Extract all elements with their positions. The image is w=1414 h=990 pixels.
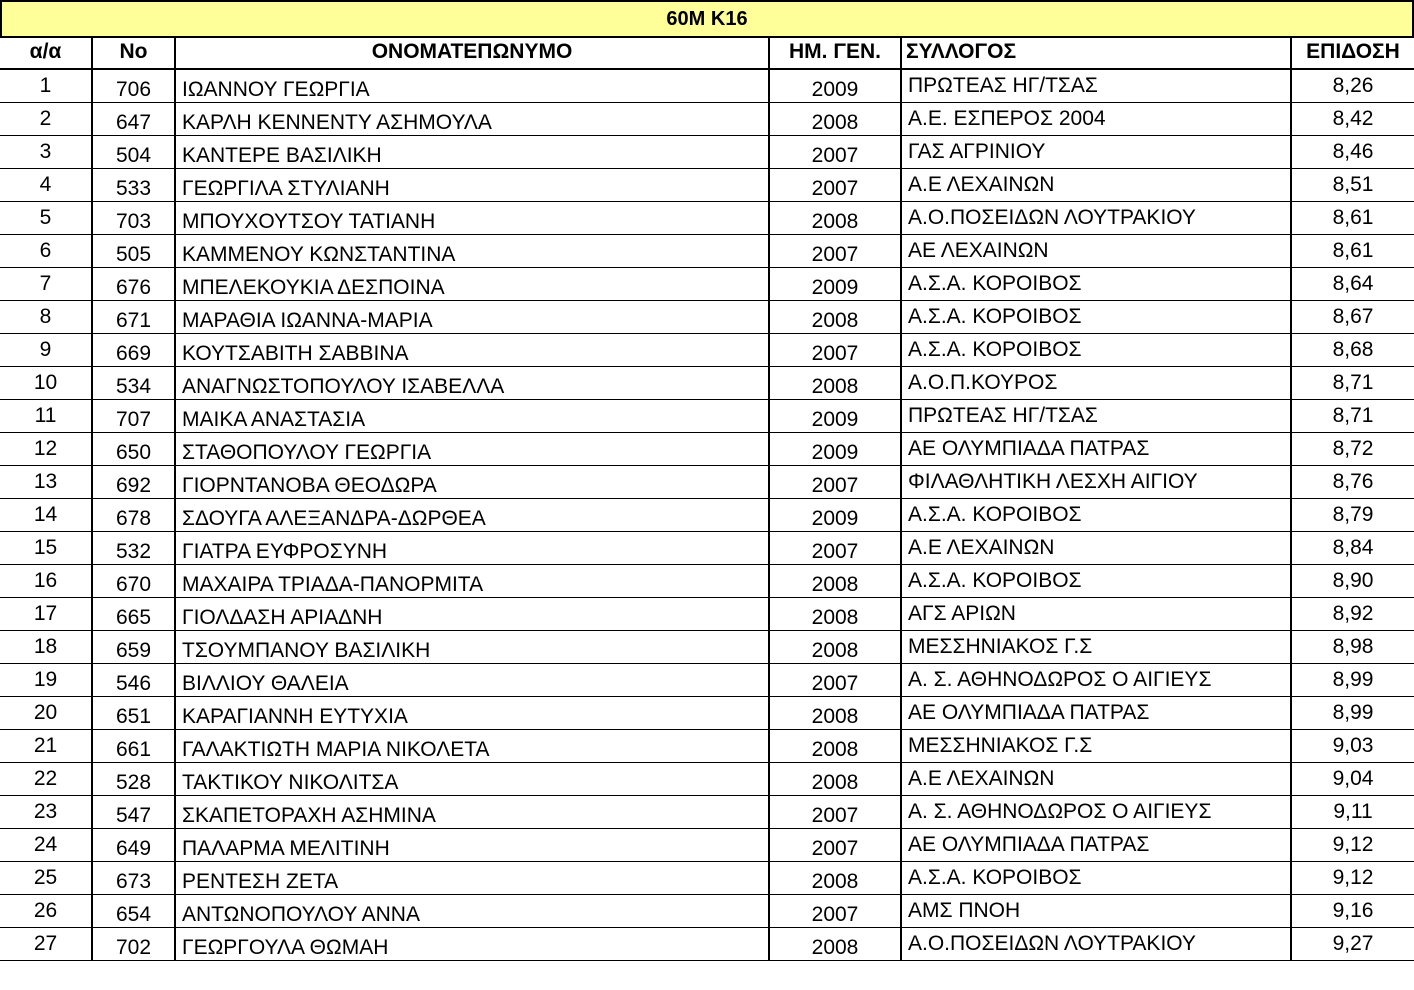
cell-name: ΓΕΩΡΓΙΛΑ ΣΤΥΛΙΑΝΗ xyxy=(175,169,769,202)
cell-perf: 8,72 xyxy=(1291,433,1414,466)
cell-name: ΜΠΟΥΧΟΥΤΣΟΥ ΤΑΤΙΑΝΗ xyxy=(175,202,769,235)
cell-club: ΠΡΩΤΕΑΣ ΗΓ/ΤΣΑΣ xyxy=(901,400,1291,433)
cell-no: 703 xyxy=(92,202,175,235)
table-row xyxy=(0,400,1414,433)
cell-no: 659 xyxy=(92,631,175,664)
cell-club: ΜΕΣΣΗΝΙΑΚΟΣ Γ.Σ xyxy=(901,631,1291,664)
cell-year: 2008 xyxy=(769,598,901,631)
results-body xyxy=(0,69,1414,961)
cell-year: 2007 xyxy=(769,466,901,499)
cell-club: Α.Ο.ΠΟΣΕΙΔΩΝ ΛΟΥΤΡΑΚΙΟΥ xyxy=(901,202,1291,235)
cell-name: ΤΑΚΤΙΚΟΥ ΝΙΚΟΛΙΤΣΑ xyxy=(175,763,769,796)
cell-club: ΜΕΣΣΗΝΙΑΚΟΣ Γ.Σ xyxy=(901,730,1291,763)
header-name: ΟΝΟΜΑΤΕΠΩΝΥΜΟ xyxy=(175,36,769,69)
cell-year: 2009 xyxy=(769,69,901,103)
header-year: ΗΜ. ΓΕΝ. xyxy=(769,36,901,69)
cell-club: ΑΜΣ ΠΝΟΗ xyxy=(901,895,1291,928)
cell-club: Α. Σ. ΑΘΗΝΟΔΩΡΟΣ Ο ΑΙΓΙΕΥΣ xyxy=(901,664,1291,697)
cell-aa: 8 xyxy=(0,301,92,334)
cell-perf: 8,64 xyxy=(1291,268,1414,301)
cell-year: 2008 xyxy=(769,565,901,598)
header-no: No xyxy=(92,36,175,69)
cell-club: ΓΑΣ ΑΓΡΙΝΙΟΥ xyxy=(901,136,1291,169)
cell-aa: 1 xyxy=(0,69,92,103)
table-row xyxy=(0,367,1414,400)
cell-perf: 8,90 xyxy=(1291,565,1414,598)
cell-club: Α.Σ.Α. ΚΟΡΟΙΒΟΣ xyxy=(901,565,1291,598)
cell-year: 2008 xyxy=(769,697,901,730)
cell-perf: 8,26 xyxy=(1291,69,1414,103)
table-row xyxy=(0,565,1414,598)
cell-club: ΑΕ ΟΛΥΜΠΙΑΔΑ ΠΑΤΡΑΣ xyxy=(901,829,1291,862)
table-row xyxy=(0,730,1414,763)
table-row xyxy=(0,862,1414,895)
header-perf: ΕΠΙΔΟΣΗ xyxy=(1291,36,1414,69)
cell-no: 651 xyxy=(92,697,175,730)
cell-club: ΑΕ ΛΕΧΑΙΝΩΝ xyxy=(901,235,1291,268)
cell-year: 2008 xyxy=(769,763,901,796)
cell-name: ΜΑΡΑΘΙΑ ΙΩΑΝΝΑ-ΜΑΡΙΑ xyxy=(175,301,769,334)
cell-perf: 9,12 xyxy=(1291,829,1414,862)
cell-aa: 11 xyxy=(0,400,92,433)
cell-aa: 12 xyxy=(0,433,92,466)
cell-name: ΣΚΑΠΕΤΟΡΑΧΗ ΑΣΗΜΙΝΑ xyxy=(175,796,769,829)
cell-aa: 15 xyxy=(0,532,92,565)
cell-club: Α.Ε ΛΕΧΑΙΝΩΝ xyxy=(901,532,1291,565)
cell-year: 2007 xyxy=(769,829,901,862)
header-row xyxy=(0,36,1414,69)
table-row xyxy=(0,763,1414,796)
cell-no: 504 xyxy=(92,136,175,169)
cell-aa: 23 xyxy=(0,796,92,829)
cell-year: 2007 xyxy=(769,664,901,697)
cell-club: Α.Σ.Α. ΚΟΡΟΙΒΟΣ xyxy=(901,862,1291,895)
table-row xyxy=(0,928,1414,961)
cell-no: 692 xyxy=(92,466,175,499)
table-row xyxy=(0,466,1414,499)
table-row xyxy=(0,69,1414,103)
cell-name: ΚΟΥΤΣΑΒΙΤΗ ΣΑΒΒΙΝΑ xyxy=(175,334,769,367)
cell-perf: 9,03 xyxy=(1291,730,1414,763)
cell-perf: 8,61 xyxy=(1291,235,1414,268)
cell-perf: 8,79 xyxy=(1291,499,1414,532)
cell-aa: 27 xyxy=(0,928,92,961)
cell-name: ΓΑΛΑΚΤΙΩΤΗ ΜΑΡΙΑ ΝΙΚΟΛΕΤΑ xyxy=(175,730,769,763)
cell-perf: 8,99 xyxy=(1291,697,1414,730)
cell-club: ΦΙΛΑΘΛΗΤΙΚΗ ΛΕΣΧΗ ΑΙΓΙΟΥ xyxy=(901,466,1291,499)
cell-no: 673 xyxy=(92,862,175,895)
cell-perf: 9,11 xyxy=(1291,796,1414,829)
cell-name: ΤΣΟΥΜΠΑΝΟΥ ΒΑΣΙΛΙΚΗ xyxy=(175,631,769,664)
cell-no: 534 xyxy=(92,367,175,400)
cell-name: ΑΝΤΩΝΟΠΟΥΛΟΥ ΑΝΝΑ xyxy=(175,895,769,928)
cell-club: Α.Ο.ΠΟΣΕΙΔΩΝ ΛΟΥΤΡΑΚΙΟΥ xyxy=(901,928,1291,961)
cell-name: ΑΝΑΓΝΩΣΤΟΠΟΥΛΟΥ ΙΣΑΒΕΛΛΑ xyxy=(175,367,769,400)
cell-year: 2007 xyxy=(769,334,901,367)
cell-year: 2009 xyxy=(769,400,901,433)
cell-perf: 8,71 xyxy=(1291,400,1414,433)
cell-no: 707 xyxy=(92,400,175,433)
cell-aa: 13 xyxy=(0,466,92,499)
cell-no: 669 xyxy=(92,334,175,367)
cell-year: 2008 xyxy=(769,367,901,400)
cell-perf: 9,04 xyxy=(1291,763,1414,796)
cell-no: 706 xyxy=(92,69,175,103)
cell-aa: 9 xyxy=(0,334,92,367)
cell-no: 654 xyxy=(92,895,175,928)
table-row xyxy=(0,202,1414,235)
cell-perf: 9,12 xyxy=(1291,862,1414,895)
table-row xyxy=(0,895,1414,928)
cell-name: ΚΑΡΑΓΙΑΝΝΗ ΕΥΤΥΧΙΑ xyxy=(175,697,769,730)
cell-perf: 8,84 xyxy=(1291,532,1414,565)
table-row xyxy=(0,268,1414,301)
cell-year: 2008 xyxy=(769,301,901,334)
cell-aa: 3 xyxy=(0,136,92,169)
cell-perf: 8,76 xyxy=(1291,466,1414,499)
cell-perf: 8,68 xyxy=(1291,334,1414,367)
cell-no: 547 xyxy=(92,796,175,829)
table-row xyxy=(0,235,1414,268)
cell-club: Α.Σ.Α. ΚΟΡΟΙΒΟΣ xyxy=(901,334,1291,367)
cell-year: 2009 xyxy=(769,499,901,532)
table-row xyxy=(0,532,1414,565)
header-club: ΣΥΛΛΟΓΟΣ xyxy=(901,36,1291,69)
cell-year: 2007 xyxy=(769,169,901,202)
cell-club: Α.Ε ΛΕΧΑΙΝΩΝ xyxy=(901,763,1291,796)
cell-no: 649 xyxy=(92,829,175,862)
cell-perf: 8,92 xyxy=(1291,598,1414,631)
cell-name: ΠΑΛΑΡΜΑ ΜΕΛΙΤΙΝΗ xyxy=(175,829,769,862)
cell-name: ΓΙΟΛΔΑΣΗ ΑΡΙΑΔΝΗ xyxy=(175,598,769,631)
cell-aa: 2 xyxy=(0,103,92,136)
cell-name: ΓΙΑΤΡΑ ΕΥΦΡΟΣΥΝΗ xyxy=(175,532,769,565)
cell-perf: 8,71 xyxy=(1291,367,1414,400)
cell-aa: 5 xyxy=(0,202,92,235)
table-row xyxy=(0,103,1414,136)
cell-aa: 24 xyxy=(0,829,92,862)
cell-aa: 10 xyxy=(0,367,92,400)
cell-no: 671 xyxy=(92,301,175,334)
cell-club: ΑΓΣ ΑΡΙΩΝ xyxy=(901,598,1291,631)
cell-aa: 6 xyxy=(0,235,92,268)
cell-aa: 19 xyxy=(0,664,92,697)
cell-perf: 9,27 xyxy=(1291,928,1414,961)
cell-no: 528 xyxy=(92,763,175,796)
table-row xyxy=(0,631,1414,664)
cell-club: Α.Ε ΛΕΧΑΙΝΩΝ xyxy=(901,169,1291,202)
cell-name: ΜΑΧΑΙΡΑ ΤΡΙΑΔΑ-ΠΑΝΟΡΜΙΤΑ xyxy=(175,565,769,598)
cell-perf: 8,51 xyxy=(1291,169,1414,202)
cell-no: 650 xyxy=(92,433,175,466)
cell-no: 676 xyxy=(92,268,175,301)
cell-name: ΓΙΟΡΝΤΑΝΟΒΑ ΘΕΟΔΩΡΑ xyxy=(175,466,769,499)
cell-club: Α.Σ.Α. ΚΟΡΟΙΒΟΣ xyxy=(901,268,1291,301)
cell-perf: 8,99 xyxy=(1291,664,1414,697)
cell-club: ΑΕ ΟΛΥΜΠΙΑΔΑ ΠΑΤΡΑΣ xyxy=(901,697,1291,730)
cell-aa: 7 xyxy=(0,268,92,301)
cell-perf: 8,61 xyxy=(1291,202,1414,235)
table-row xyxy=(0,829,1414,862)
cell-name: ΣΔΟΥΓΑ ΑΛΕΞΑΝΔΡΑ-ΔΩΡΘΕΑ xyxy=(175,499,769,532)
cell-year: 2007 xyxy=(769,235,901,268)
cell-aa: 25 xyxy=(0,862,92,895)
cell-year: 2008 xyxy=(769,862,901,895)
table-row xyxy=(0,499,1414,532)
table-row xyxy=(0,301,1414,334)
table-row xyxy=(0,697,1414,730)
table-row xyxy=(0,664,1414,697)
table-row xyxy=(0,598,1414,631)
cell-no: 532 xyxy=(92,532,175,565)
cell-no: 533 xyxy=(92,169,175,202)
cell-year: 2009 xyxy=(769,268,901,301)
table-row xyxy=(0,796,1414,829)
table-row xyxy=(0,136,1414,169)
cell-perf: 9,16 xyxy=(1291,895,1414,928)
cell-perf: 8,46 xyxy=(1291,136,1414,169)
cell-name: ΓΕΩΡΓΟΥΛΑ ΘΩΜΑΗ xyxy=(175,928,769,961)
cell-name: ΚΑΜΜΕΝΟΥ ΚΩΝΣΤΑΝΤΙΝΑ xyxy=(175,235,769,268)
cell-no: 661 xyxy=(92,730,175,763)
cell-aa: 20 xyxy=(0,697,92,730)
cell-no: 647 xyxy=(92,103,175,136)
cell-club: Α.Σ.Α. ΚΟΡΟΙΒΟΣ xyxy=(901,301,1291,334)
cell-name: ΚΑΡΛΗ ΚΕΝΝΕΝΤΥ ΑΣΗΜΟΥΛΑ xyxy=(175,103,769,136)
cell-year: 2008 xyxy=(769,928,901,961)
cell-perf: 8,67 xyxy=(1291,301,1414,334)
cell-year: 2007 xyxy=(769,532,901,565)
cell-no: 546 xyxy=(92,664,175,697)
cell-name: ΜΑΙΚΑ ΑΝΑΣΤΑΣΙΑ xyxy=(175,400,769,433)
cell-aa: 4 xyxy=(0,169,92,202)
cell-perf: 8,42 xyxy=(1291,103,1414,136)
cell-club: Α.Ε. ΕΣΠΕΡΟΣ 2004 xyxy=(901,103,1291,136)
cell-perf: 8,98 xyxy=(1291,631,1414,664)
cell-aa: 21 xyxy=(0,730,92,763)
cell-club: ΑΕ ΟΛΥΜΠΙΑΔΑ ΠΑΤΡΑΣ xyxy=(901,433,1291,466)
cell-no: 678 xyxy=(92,499,175,532)
cell-name: ΙΩΑΝΝΟΥ ΓΕΩΡΓΙΑ xyxy=(175,69,769,103)
cell-year: 2008 xyxy=(769,631,901,664)
event-title: 60Μ Κ16 xyxy=(0,0,1414,38)
cell-year: 2007 xyxy=(769,136,901,169)
cell-year: 2008 xyxy=(769,202,901,235)
cell-aa: 26 xyxy=(0,895,92,928)
cell-club: Α.Σ.Α. ΚΟΡΟΙΒΟΣ xyxy=(901,499,1291,532)
table-row xyxy=(0,334,1414,367)
header-aa: α/α xyxy=(0,36,92,69)
cell-name: ΚΑΝΤΕΡΕ ΒΑΣΙΛΙΚΗ xyxy=(175,136,769,169)
cell-aa: 14 xyxy=(0,499,92,532)
cell-club: Α. Σ. ΑΘΗΝΟΔΩΡΟΣ Ο ΑΙΓΙΕΥΣ xyxy=(901,796,1291,829)
cell-year: 2008 xyxy=(769,730,901,763)
cell-aa: 16 xyxy=(0,565,92,598)
table-row xyxy=(0,433,1414,466)
cell-aa: 22 xyxy=(0,763,92,796)
cell-club: Α.Ο.Π.ΚΟΥΡΟΣ xyxy=(901,367,1291,400)
cell-no: 702 xyxy=(92,928,175,961)
cell-no: 670 xyxy=(92,565,175,598)
cell-aa: 18 xyxy=(0,631,92,664)
cell-name: ΜΠΕΛΕΚΟΥΚΙΑ ΔΕΣΠΟΙΝΑ xyxy=(175,268,769,301)
cell-year: 2007 xyxy=(769,796,901,829)
cell-club: ΠΡΩΤΕΑΣ ΗΓ/ΤΣΑΣ xyxy=(901,69,1291,103)
cell-no: 665 xyxy=(92,598,175,631)
cell-year: 2009 xyxy=(769,433,901,466)
results-table xyxy=(0,36,1414,961)
cell-name: ΣΤΑΘΟΠΟΥΛΟΥ ΓΕΩΡΓΙΑ xyxy=(175,433,769,466)
table-row xyxy=(0,169,1414,202)
cell-year: 2007 xyxy=(769,895,901,928)
cell-name: ΡΕΝΤΕΣΗ ΖΕΤΑ xyxy=(175,862,769,895)
cell-aa: 17 xyxy=(0,598,92,631)
cell-year: 2008 xyxy=(769,103,901,136)
cell-no: 505 xyxy=(92,235,175,268)
cell-name: ΒΙΛΛΙΟΥ ΘΑΛΕΙΑ xyxy=(175,664,769,697)
